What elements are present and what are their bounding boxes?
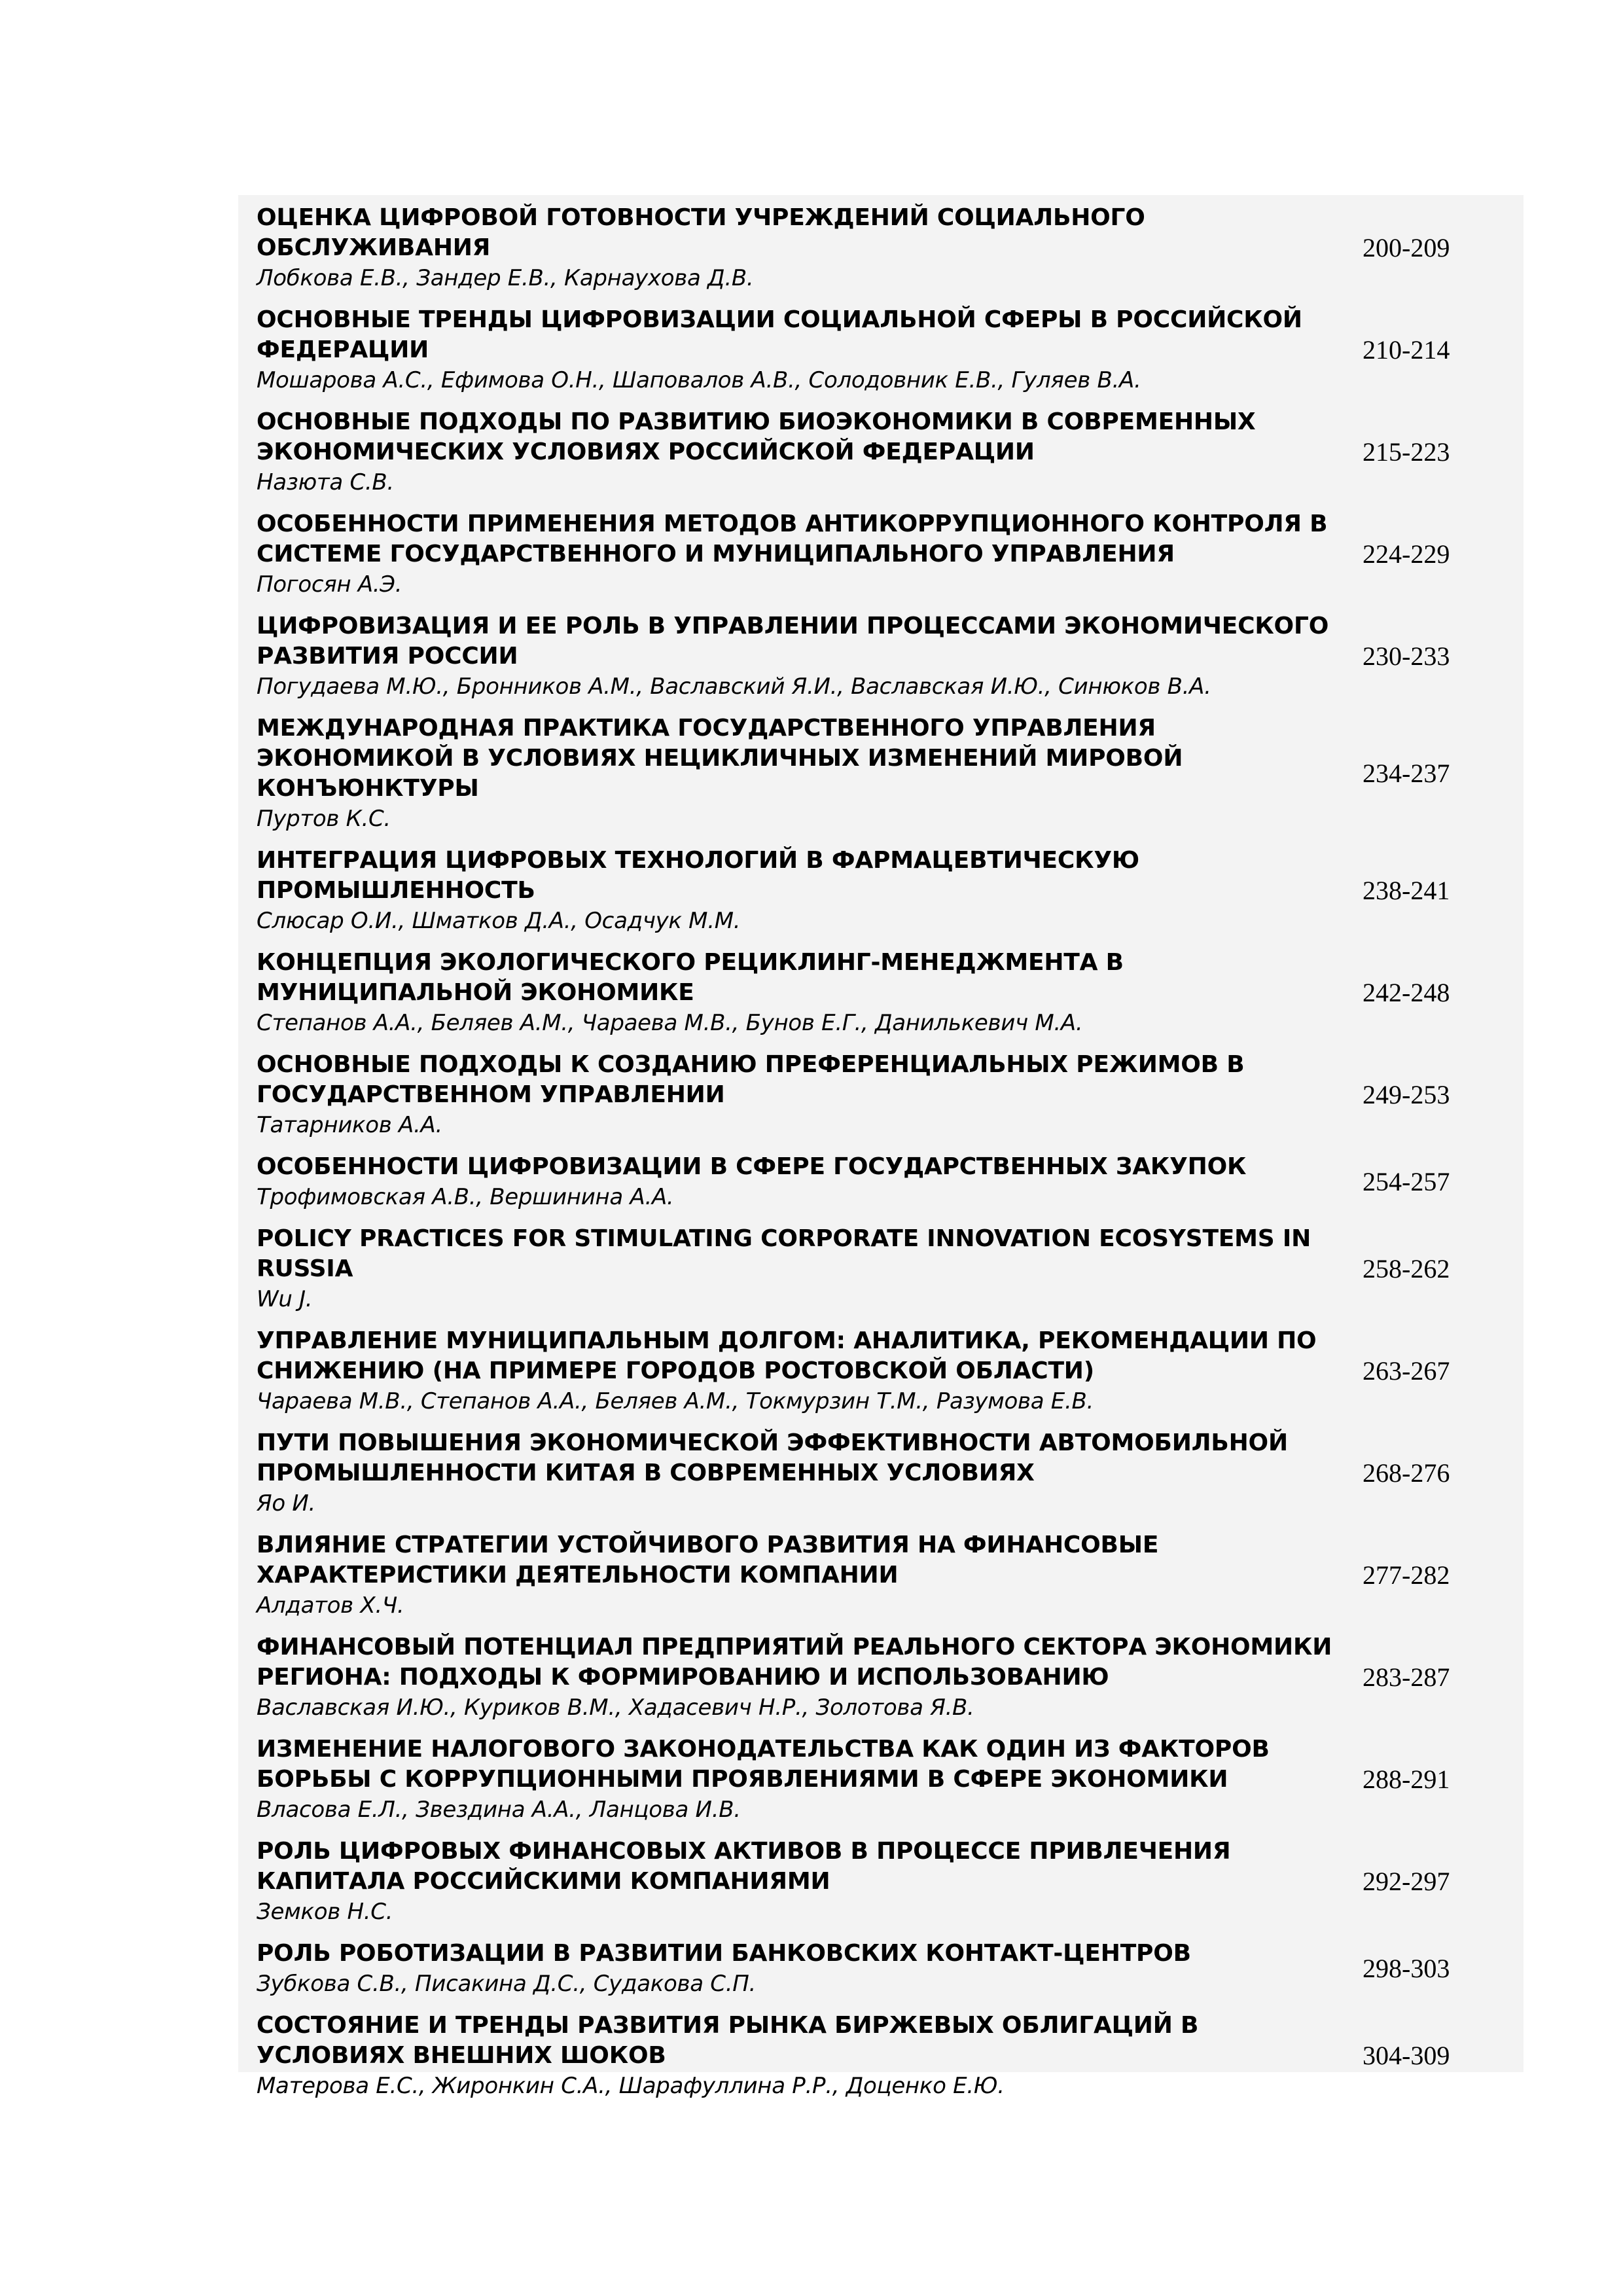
entry-authors: Слюсар О.И., Шматков Д.А., Осадчук М.М. xyxy=(257,908,741,934)
entry-page-range: 304-309 xyxy=(1363,2041,1450,2070)
entry-title: POLICY PRACTICES FOR STIMULATING CORPORATE INNOVATION ECOSYSTEMS IN RUSSIA xyxy=(257,1225,1311,1282)
entry-text-block xyxy=(257,2011,1336,2101)
toc-entry xyxy=(257,1632,1524,1723)
toc-entry xyxy=(257,948,1524,1038)
toc-entry xyxy=(257,1837,1524,1927)
entry-authors: Татарников А.А. xyxy=(257,1112,442,1138)
toc-entry xyxy=(257,611,1524,702)
toc-entry xyxy=(257,1152,1524,1212)
entry-text-block xyxy=(257,1632,1336,1723)
entry-text-block xyxy=(257,1530,1336,1621)
toc-list xyxy=(257,203,1524,2113)
entry-title: ОСОБЕННОСТИ ПРИМЕНЕНИЯ МЕТОДОВ АНТИКОРРУПЦИОННОГО КОНТРОЛЯ В СИСТЕМЕ ГОСУДАРСТВЕННОГО И МУНИЦИПАЛЬНОГО УПРАВЛЕНИЯ xyxy=(257,511,1328,567)
entry-authors: Лобкова Е.В., Зандер Е.В., Карнаухова Д.В. xyxy=(257,265,754,291)
toc-entry xyxy=(257,846,1524,936)
toc-entry xyxy=(257,509,1524,600)
entry-title: ОСОБЕННОСТИ ЦИФРОВИЗАЦИИ В СФЕРЕ ГОСУДАРСТВЕННЫХ ЗАКУПОК xyxy=(257,1153,1247,1180)
toc-entry xyxy=(257,2011,1524,2101)
entry-text-block xyxy=(257,1837,1336,1927)
entry-authors: Мошарова А.С., Ефимова О.Н., Шаповалов А.В., Солодовник Е.В., Гуляев В.А. xyxy=(257,367,1141,393)
entry-page-range: 242-248 xyxy=(1363,978,1450,1007)
entry-authors: Яо И. xyxy=(257,1490,315,1516)
entry-title: РОЛЬ ЦИФРОВЫХ ФИНАНСОВЫХ АКТИВОВ В ПРОЦЕССЕ ПРИВЛЕЧЕНИЯ КАПИТАЛА РОССИЙСКИМИ КОМПАНИЯМИ xyxy=(257,1838,1231,1895)
entry-page-range: 234-237 xyxy=(1363,759,1450,788)
entry-text-block xyxy=(257,846,1336,936)
entry-page-range: 224-229 xyxy=(1363,539,1450,569)
entry-title: МЕЖДУНАРОДНАЯ ПРАКТИКА ГОСУДАРСТВЕННОГО УПРАВЛЕНИЯ ЭКОНОМИКОЙ В УСЛОВИЯХ НЕЦИКЛИЧНЫХ ИЗМЕНЕНИЙ МИРОВОЙ КОНЪЮНКТУРЫ xyxy=(257,715,1183,802)
entry-page-range: 268-276 xyxy=(1363,1458,1450,1488)
toc-entry xyxy=(257,203,1524,293)
entry-authors: Алдатов Х.Ч. xyxy=(257,1592,404,1619)
entry-text-block xyxy=(257,305,1336,395)
entry-authors: Ваславская И.Ю., Куриков В.М., Хадасевич Н.Р., Золотова Я.В. xyxy=(257,1695,974,1721)
entry-text-block xyxy=(257,1939,1336,1999)
entry-title: РОЛЬ РОБОТИЗАЦИИ В РАЗВИТИИ БАНКОВСКИХ КОНТАКТ-ЦЕНТРОВ xyxy=(257,1940,1191,1967)
entry-authors: Назюта С.В. xyxy=(257,469,394,495)
entry-title: ЦИФРОВИЗАЦИЯ И ЕЕ РОЛЬ В УПРАВЛЕНИИ ПРОЦЕССАМИ ЭКОНОМИЧЕСКОГО РАЗВИТИЯ РОССИИ xyxy=(257,613,1329,670)
entry-text-block xyxy=(257,1050,1336,1140)
toc-entry xyxy=(257,305,1524,395)
entry-page-range: 200-209 xyxy=(1363,233,1450,262)
entry-title: ОСНОВНЫЕ ПОДХОДЫ ПО РАЗВИТИЮ БИОЭКОНОМИКИ В СОВРЕМЕННЫХ ЭКОНОМИЧЕСКИХ УСЛОВИЯХ РОССИЙСКОЙ ФЕДЕРАЦИИ xyxy=(257,408,1256,465)
entry-title: СОСТОЯНИЕ И ТРЕНДЫ РАЗВИТИЯ РЫНКА БИРЖЕВЫХ ОБЛИГАЦИЙ В УСЛОВИЯХ ВНЕШНИХ ШОКОВ xyxy=(257,2012,1199,2069)
entry-authors: Власова Е.Л., Звездина А.А., Ланцова И.В. xyxy=(257,1797,741,1823)
entry-text-block xyxy=(257,203,1336,293)
toc-entry xyxy=(257,1939,1524,1999)
entry-page-range: 230-233 xyxy=(1363,641,1450,671)
toc-entry xyxy=(257,1428,1524,1518)
entry-text-block xyxy=(257,948,1336,1038)
entry-text-block xyxy=(257,713,1336,834)
entry-page-range: 288-291 xyxy=(1363,1765,1450,1794)
entry-authors: Погосян А.Э. xyxy=(257,571,402,598)
table-of-contents xyxy=(238,195,1524,2099)
entry-page-range: 249-253 xyxy=(1363,1080,1450,1109)
entry-authors: Чараева М.В., Степанов А.А., Беляев А.М., Токмурзин Т.М., Разумова Е.В. xyxy=(257,1388,1094,1414)
toc-entry xyxy=(257,1734,1524,1825)
entry-authors: Зубкова С.В., Писакина Д.С., Судакова С.П. xyxy=(257,1971,756,1997)
entry-page-range: 277-282 xyxy=(1363,1560,1450,1590)
entry-authors: Трофимовская А.В., Вершинина А.А. xyxy=(257,1184,674,1210)
entry-text-block xyxy=(257,1428,1336,1518)
entry-title: ОСНОВНЫЕ ПОДХОДЫ К СОЗДАНИЮ ПРЕФЕРЕНЦИАЛЬНЫХ РЕЖИМОВ В ГОСУДАРСТВЕННОМ УПРАВЛЕНИИ xyxy=(257,1051,1245,1108)
entry-title: ИЗМЕНЕНИЕ НАЛОГОВОГО ЗАКОНОДАТЕЛЬСТВА КАК ОДИН ИЗ ФАКТОРОВ БОРЬБЫ С КОРРУПЦИОННЫМИ ПРОЯВЛЕНИЯМИ В СФЕРЕ ЭКОНОМИКИ xyxy=(257,1736,1270,1793)
entry-authors: Матерова Е.С., Жиронкин С.А., Шарафуллина Р.Р., Доценко Е.Ю. xyxy=(257,2073,1005,2099)
entry-authors: Степанов А.А., Беляев А.М., Чараева М.В., Бунов Е.Г., Данилькевич М.А. xyxy=(257,1010,1083,1036)
toc-entry xyxy=(257,1050,1524,1140)
entry-title: ВЛИЯНИЕ СТРАТЕГИИ УСТОЙЧИВОГО РАЗВИТИЯ НА ФИНАНСОВЫЕ ХАРАКТЕРИСТИКИ ДЕЯТЕЛЬНОСТИ КОМПАНИИ xyxy=(257,1532,1159,1588)
entry-page-range: 263-267 xyxy=(1363,1356,1450,1386)
entry-title: ОЦЕНКА ЦИФРОВОЙ ГОТОВНОСТИ УЧРЕЖДЕНИЙ СОЦИАЛЬНОГО ОБСЛУЖИВАНИЯ xyxy=(257,204,1145,261)
entry-authors: Wu J. xyxy=(257,1286,313,1312)
entry-page-range: 215-223 xyxy=(1363,437,1450,467)
toc-entry xyxy=(257,1530,1524,1621)
entry-title: ПУТИ ПОВЫШЕНИЯ ЭКОНОМИЧЕСКОЙ ЭФФЕКТИВНОСТИ АВТОМОБИЛЬНОЙ ПРОМЫШЛЕННОСТИ КИТАЯ В СОВРЕМЕННЫХ УСЛОВИЯХ xyxy=(257,1429,1288,1486)
toc-entry xyxy=(257,713,1524,834)
toc-entry xyxy=(257,407,1524,497)
entry-title: ОСНОВНЫЕ ТРЕНДЫ ЦИФРОВИЗАЦИИ СОЦИАЛЬНОЙ СФЕРЫ В РОССИЙСКОЙ ФЕДЕРАЦИИ xyxy=(257,306,1302,363)
entry-page-range: 292-297 xyxy=(1363,1867,1450,1896)
entry-title: КОНЦЕПЦИЯ ЭКОЛОГИЧЕСКОГО РЕЦИКЛИНГ-МЕНЕДЖМЕНТА В МУНИЦИПАЛЬНОЙ ЭКОНОМИКЕ xyxy=(257,949,1124,1006)
entry-page-range: 283-287 xyxy=(1363,1662,1450,1692)
entry-text-block xyxy=(257,509,1336,600)
toc-entry xyxy=(257,1326,1524,1416)
entry-text-block xyxy=(257,407,1336,497)
entry-text-block xyxy=(257,1734,1336,1825)
entry-text-block xyxy=(257,611,1336,702)
toc-entry xyxy=(257,1224,1524,1314)
entry-page-range: 258-262 xyxy=(1363,1254,1450,1283)
entry-page-range: 238-241 xyxy=(1363,876,1450,905)
entry-authors: Земков Н.С. xyxy=(257,1899,393,1925)
entry-authors: Пуртов К.С. xyxy=(257,806,391,832)
entry-text-block xyxy=(257,1152,1336,1212)
entry-page-range: 210-214 xyxy=(1363,335,1450,365)
entry-text-block xyxy=(257,1326,1336,1416)
entry-title: ФИНАНСОВЫЙ ПОТЕНЦИАЛ ПРЕДПРИЯТИЙ РЕАЛЬНОГО СЕКТОРА ЭКОНОМИКИ РЕГИОНА: ПОДХОДЫ К ФОРМИРОВАНИЮ И ИСПОЛЬЗОВАНИЮ xyxy=(257,1634,1332,1691)
entry-authors: Погудаева М.Ю., Бронников А.М., Ваславский Я.И., Ваславская И.Ю., Синюков В.А. xyxy=(257,673,1211,700)
entry-text-block xyxy=(257,1224,1336,1314)
entry-title: УПРАВЛЕНИЕ МУНИЦИПАЛЬНЫМ ДОЛГОМ: АНАЛИТИКА, РЕКОМЕНДАЦИИ ПО СНИЖЕНИЮ (НА ПРИМЕРЕ ГОРОДОВ РОСТОВСКОЙ ОБЛАСТИ) xyxy=(257,1327,1317,1384)
entry-title: ИНТЕГРАЦИЯ ЦИФРОВЫХ ТЕХНОЛОГИЙ В ФАРМАЦЕВТИЧЕСКУЮ ПРОМЫШЛЕННОСТЬ xyxy=(257,847,1139,904)
entry-page-range: 298-303 xyxy=(1363,1954,1450,1983)
entry-page-range: 254-257 xyxy=(1363,1167,1450,1196)
